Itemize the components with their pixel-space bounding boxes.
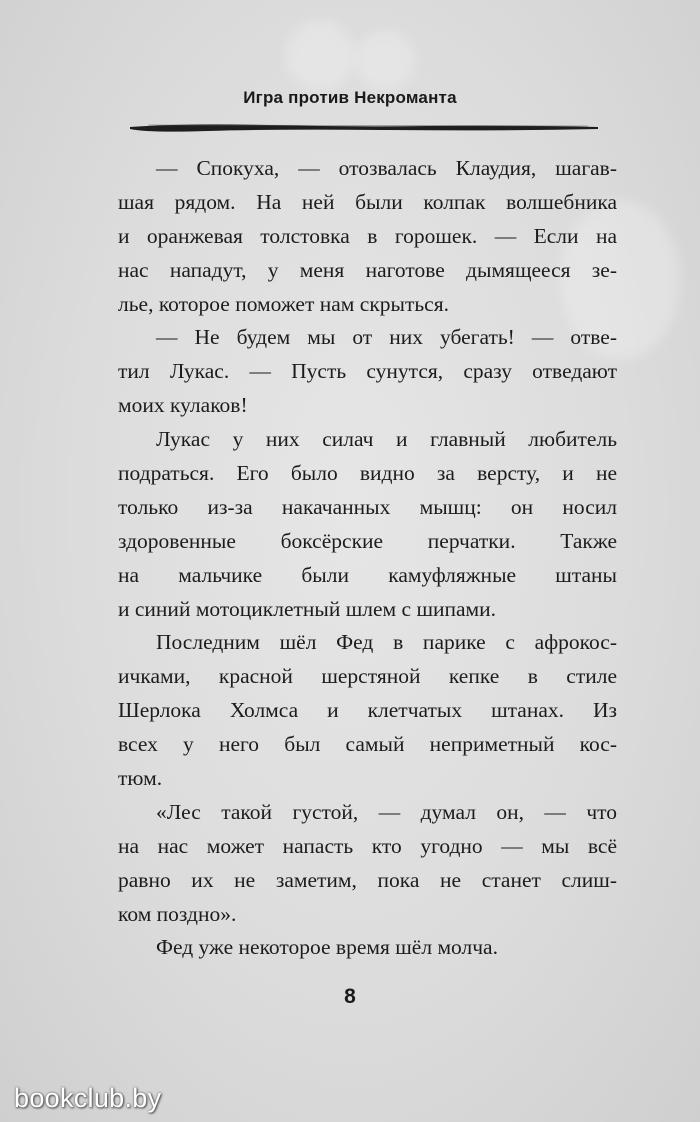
text-line: тюм. [118,766,163,791]
text-line: ком поздно». [118,901,237,926]
text-line: Шерлока Холмса и клетчатых штанах. Из [118,698,617,723]
paragraph [118,931,617,965]
text-line: Фед уже некоторое время шёл молча. [156,935,498,960]
text-line: ичками, красной шерстяной кепке в стиле [118,664,617,689]
brush-stroke-divider [128,122,600,132]
text-line: и оранжевая толстовка в горошек. — Если на [118,223,617,248]
paragraph [118,152,617,321]
text-line: нас нападут, у меня наготове дымящееся зе- [118,257,617,282]
text-line: здоровенные боксёрские перчатки. Также [118,528,617,553]
body-text [118,152,617,965]
text-line: на нас может напасть кто угодно — мы всё [118,833,617,858]
paragraph [118,626,617,795]
text-line: равно их не заметим, пока не станет слиш- [118,867,617,892]
page-number: 8 [344,985,356,1008]
text-line: подраться. Его было видно за версту, и не [118,461,617,486]
text-line: — Спокуха, — отозвалась Клаудия, шагав- [156,156,617,180]
text-line: тил Лукас. — Пусть сунутся, сразу отведают [118,359,617,384]
text-line: моих кулаков! [118,393,248,418]
paragraph [118,796,617,932]
text-line: лье, которое поможет нам скрыться. [118,291,449,316]
text-line: и синий мотоциклетный шлем с шипами. [118,596,497,621]
paragraph [118,423,617,626]
paragraph [118,321,617,423]
text-line: Лукас у них силач и главный любитель [156,427,617,452]
text-line: всех у него был самый неприметный кос- [118,732,617,757]
text-line: Последним шёл Фед в парике с афрокос- [156,630,617,655]
background-ghost-shape [355,30,415,90]
text-line: на мальчике были камуфляжные штаны [118,562,617,587]
text-line: «Лес такой густой, — думал он, — что [156,799,617,824]
background-ghost-shape [285,20,355,90]
running-title: Игра против Некроманта [243,88,457,107]
watermark-logo: bookclub.by [14,1083,162,1113]
text-line: — Не будем мы от них убегать! — отве- [156,325,617,350]
text-line: шая рядом. На ней были колпак волшебника [118,189,617,214]
text-line: только из-за накачанных мышц: он носил [118,494,617,519]
